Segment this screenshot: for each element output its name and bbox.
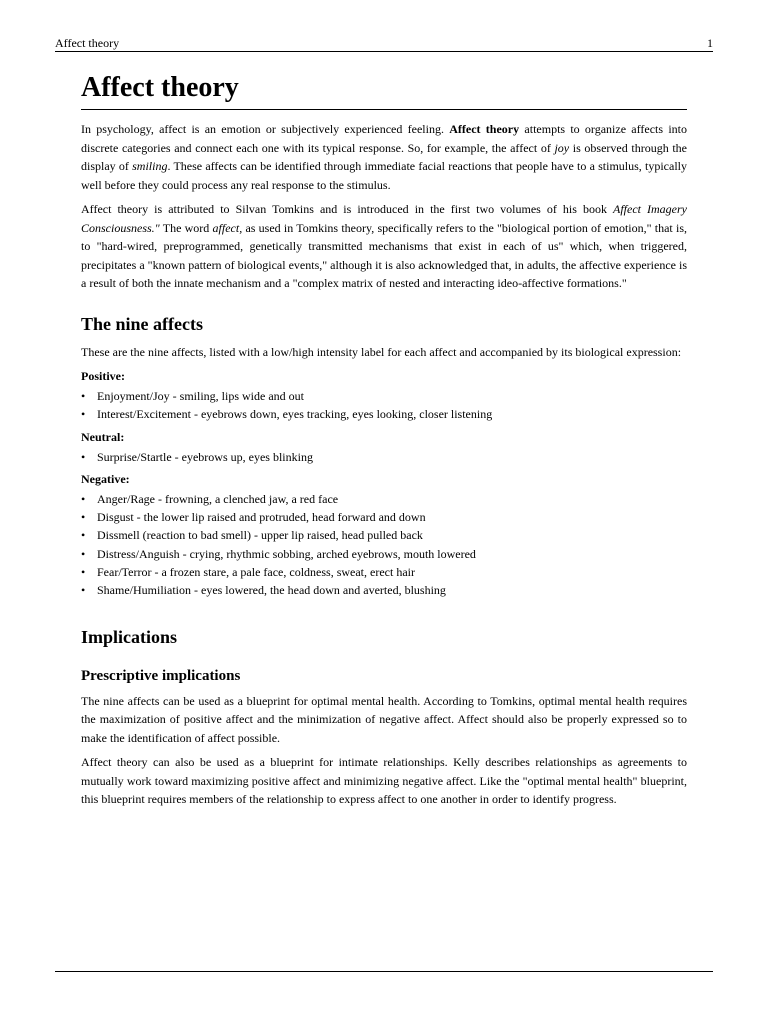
list-item: • Anger/Rage - frowning, a clenched jaw, a red face (81, 490, 687, 508)
footer-rule (55, 971, 713, 972)
negative-affects-list (81, 490, 687, 600)
list-item: • Distress/Anguish - crying, rhythmic sobbing, arched eyebrows, mouth lowered (81, 545, 687, 563)
positive-affects-list (81, 387, 687, 424)
negative-label: Negative: (81, 471, 130, 486)
nine-affects-intro: These are the nine affects, listed with a low/high intensity label for each affect and accompanied by its biological expression: (81, 344, 682, 359)
running-header (55, 36, 713, 52)
section-heading-nine-affects: The nine affects (81, 313, 203, 334)
article-body (81, 70, 687, 815)
list-item: • Fear/Terror - a frozen stare, a pale face, coldness, sweat, erect hair (81, 563, 687, 581)
page-number: 1 (707, 36, 713, 50)
subsection-heading-prescriptive: Prescriptive implications (81, 667, 241, 684)
neutral-label: Neutral: (81, 429, 125, 444)
page-title: Affect theory (81, 70, 687, 110)
list-item: • Enjoyment/Joy - smiling, lips wide and out (81, 387, 687, 405)
book-title: Affect Imagery Consciousness." (81, 202, 688, 235)
list-item: • Surprise/Startle - eyebrows up, eyes blinking (81, 448, 687, 466)
implications-paragraph-2: Affect theory can also be used as a blueprint for intimate relationships. Kelly describes relationships as agreements to mutually work toward maximizing positive affect and minimizing negative affect. Like the "optimal mental health" blueprint, this blueprint requires members of the relationship to express affect to one another in order to identify progress. (81, 755, 687, 807)
list-item: • Dissmell (reaction to bad smell) - upper lip raised, head pulled back (81, 526, 687, 544)
term-affect-theory: Affect theory (449, 122, 520, 136)
list-item: • Shame/Humiliation - eyes lowered, the head down and averted, blushing (81, 581, 687, 599)
running-title: Affect theory (55, 36, 120, 50)
intro-paragraph-2: Affect theory is attributed to Silvan Tomkins and is introduced in the first two volumes of his book Affect Imagery Consciousness." The word affect, as used in Tomkins theory, specifically refers to the "biological portion of emotion," that is, to "hard-wired, preprogrammed, genetically transmitted mechanisms that exist in each of us" which, when triggered, precipitates a "known pattern of biological events," although it is also acknowledged that, in adults, the affective experience is a result of both the innate mechanism and a "complex matrix of nested and interacting ideo-affective formations." (81, 202, 688, 290)
implications-paragraph-1: The nine affects can be used as a blueprint for optimal mental health. According to Tomkins, optimal mental health requires the maximization of positive affect and the minimization of negative affect. Affect should also be properly expressed so to make the identification of affect possible. (81, 693, 687, 745)
intro-paragraph-1: In psychology, affect is an emotion or subjectively experienced feeling. Affect theory attempts to organize affects into discrete categories and connect each one with its typical response. So, for example, the affect of joy is observed through the display of smiling. These affects can be identified through immediate facial reactions that people have to a stimulus, typically well before they could process any real response to the stimulus. (81, 122, 688, 192)
neutral-affects-list (81, 448, 687, 466)
positive-label: Positive: (81, 369, 125, 383)
list-item: • Disgust - the lower lip raised and protruded, head forward and down (81, 508, 687, 526)
list-item: • Interest/Excitement - eyebrows down, eyes tracking, eyes looking, closer listening (81, 405, 687, 423)
section-heading-implications: Implications (81, 626, 178, 647)
